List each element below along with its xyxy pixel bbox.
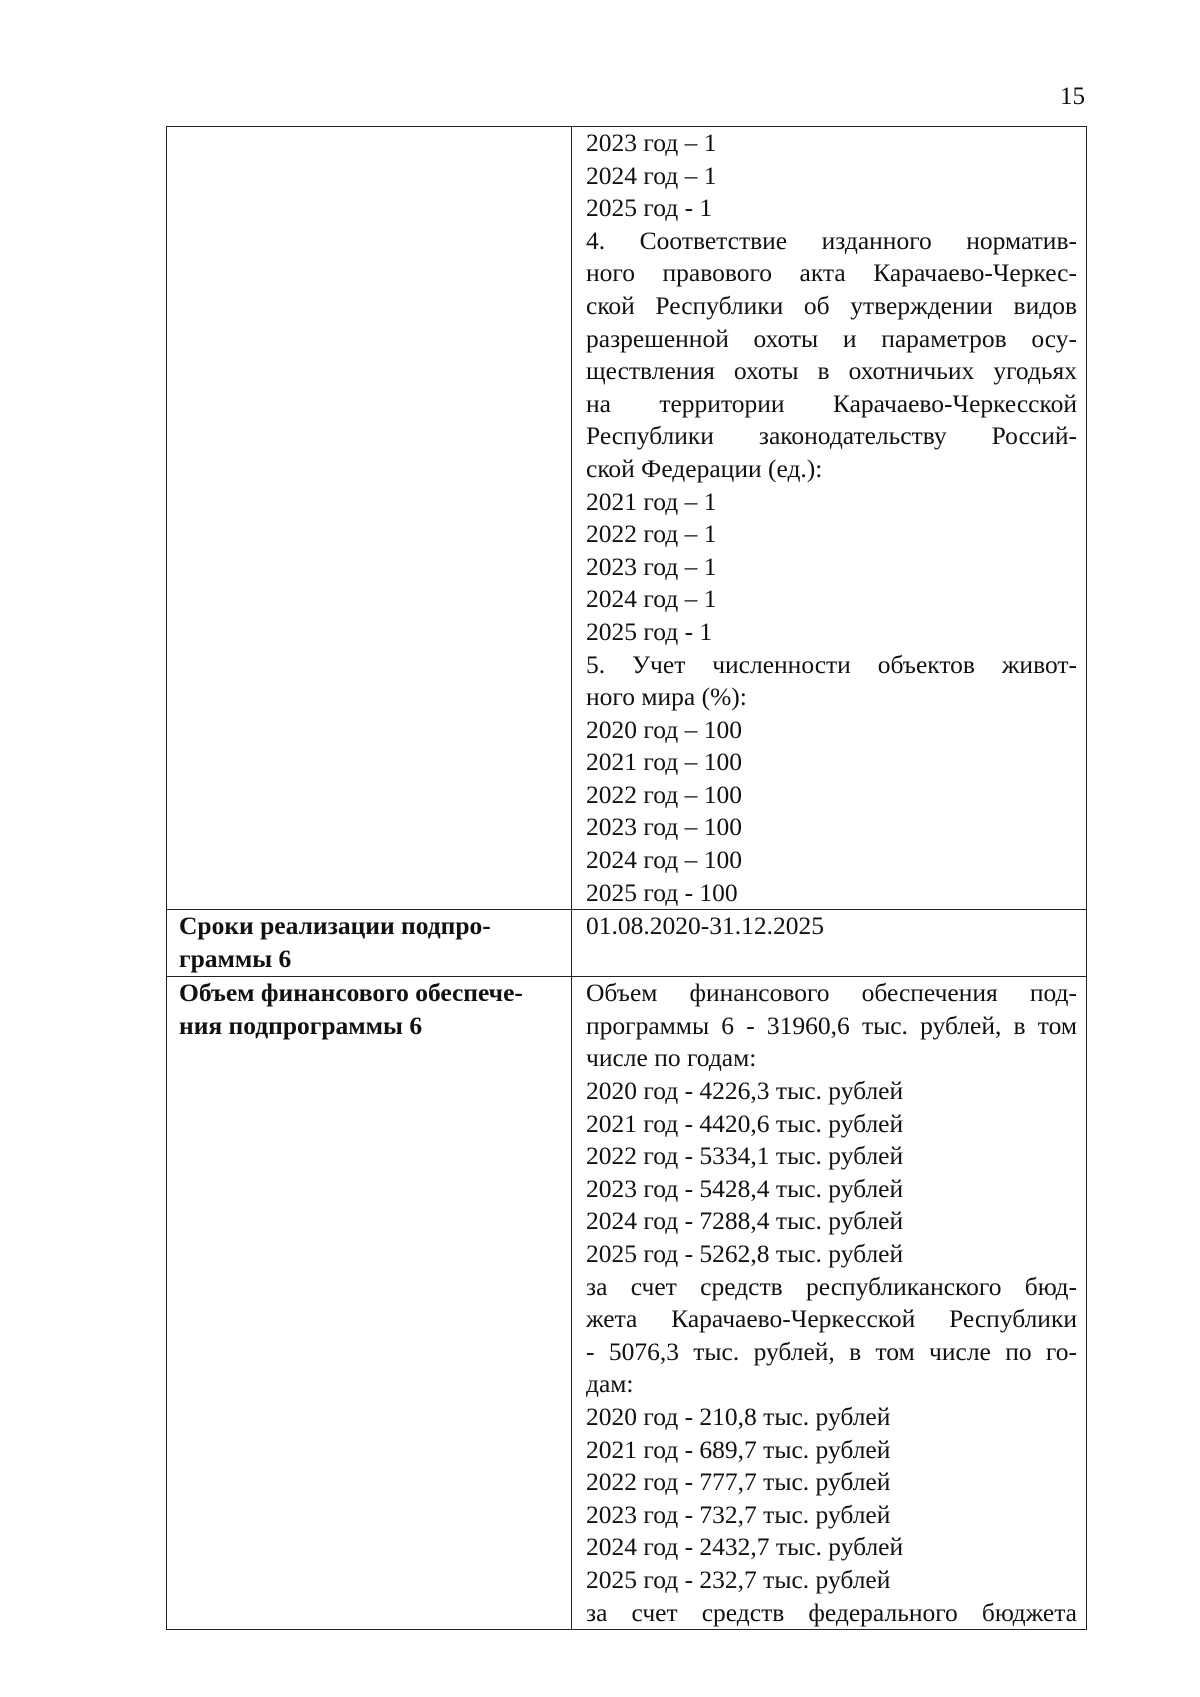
text-line: граммы 6 (179, 943, 292, 973)
text-line: 2025 год - 1 (586, 616, 713, 646)
text-line: за счет средств республиканского бюд- (586, 1271, 1077, 1301)
text-line: 2023 год - 732,7 тыс. рублей (586, 1499, 891, 1529)
table-row-financing-volume (167, 977, 1087, 1630)
text-line: Объем финансового обеспече- (179, 978, 523, 1008)
text-line: дам: (586, 1369, 634, 1399)
text-line: 2020 год - 4226,3 тыс. рублей (586, 1076, 904, 1106)
page-number: 15 (1060, 83, 1085, 110)
text-line: Объем финансового обеспечения под- (586, 978, 1077, 1008)
text-line: 2024 год – 100 (586, 845, 742, 875)
text-line: 2020 год - 210,8 тыс. рублей (586, 1401, 891, 1431)
text-line: - 5076,3 тыс. рублей, в том числе по го- (586, 1336, 1077, 1366)
row-label-cell (167, 127, 572, 910)
text-line: 4. Соответствие изданного норматив- (586, 225, 1077, 255)
row-value-cell (572, 977, 1087, 1630)
text-line: 2022 год - 777,7 тыс. рублей (586, 1467, 891, 1497)
text-line: на территории Карачаево-Черкесской (586, 388, 1077, 418)
text-line: 2022 год – 1 (586, 519, 717, 549)
row-label-cell (167, 910, 572, 977)
text-line: 2025 год - 5262,8 тыс. рублей (586, 1239, 904, 1268)
text-line: 2025 год - 100 (586, 877, 738, 907)
text-line: 2020 год – 100 (586, 714, 742, 744)
text-line: 2022 год - 5334,1 тыс. рублей (586, 1141, 904, 1171)
table-row-implementation-terms (167, 910, 1087, 977)
text-line: ного мира (%): (586, 682, 747, 712)
text-line: 2024 год – 1 (586, 584, 717, 614)
text-line: жета Карачаево-Черкесской Республики (586, 1304, 1077, 1334)
table-row-indicators-continued (167, 127, 1087, 910)
text-line: 2024 год - 7288,4 тыс. рублей (586, 1206, 904, 1236)
text-line: 2023 год - 5428,4 тыс. рублей (586, 1173, 904, 1203)
text-line: 2021 год – 1 (586, 486, 717, 516)
text-line: 2021 год - 689,7 тыс. рублей (586, 1434, 891, 1464)
text-line: 01.08.2020-31.12.2025 (586, 911, 824, 941)
row-label-cell (167, 977, 572, 1630)
text-line: 2024 год - 2432,7 тыс. рублей (586, 1532, 904, 1562)
text-line: 2025 год - 232,7 тыс. рублей (586, 1564, 891, 1594)
text-line: 5. Учет численности объектов живот- (586, 649, 1077, 679)
text-line: 2023 год – 100 (586, 812, 742, 842)
row-value-cell (572, 127, 1087, 910)
row-value-cell (572, 910, 1087, 977)
text-line: программы 6 - 31960,6 тыс. рублей, в том (586, 1010, 1077, 1040)
text-line: ской Республики об утверждении видов (586, 290, 1077, 320)
text-line: Сроки реализации подпро- (179, 911, 491, 941)
text-line: Республики законодательству Россий- (586, 421, 1077, 451)
text-line: ской Федерации (ед.): (586, 453, 823, 483)
text-line: 2021 год - 4420,6 тыс. рублей (586, 1108, 904, 1138)
text-line: 2022 год – 100 (586, 779, 742, 809)
text-line: 2024 год – 1 (586, 160, 717, 190)
text-line: ществления охоты в охотничьих угодьях (586, 356, 1077, 386)
text-line: за счет средств федерального бюджета (586, 1597, 1077, 1627)
text-line: ния подпрограммы 6 (179, 1010, 423, 1040)
text-line: разрешенной охоты и параметров осу- (586, 323, 1077, 353)
text-line: 2021 год – 100 (586, 747, 742, 777)
text-line: 2023 год – 1 (586, 551, 717, 581)
text-line: 2025 год - 1 (586, 193, 713, 223)
text-line: 2023 год – 1 (586, 128, 717, 157)
text-line: ного правового акта Карачаево-Черкес- (586, 258, 1077, 288)
subprogram-passport-table (166, 126, 1087, 1630)
text-line: числе по годам: (586, 1043, 757, 1073)
